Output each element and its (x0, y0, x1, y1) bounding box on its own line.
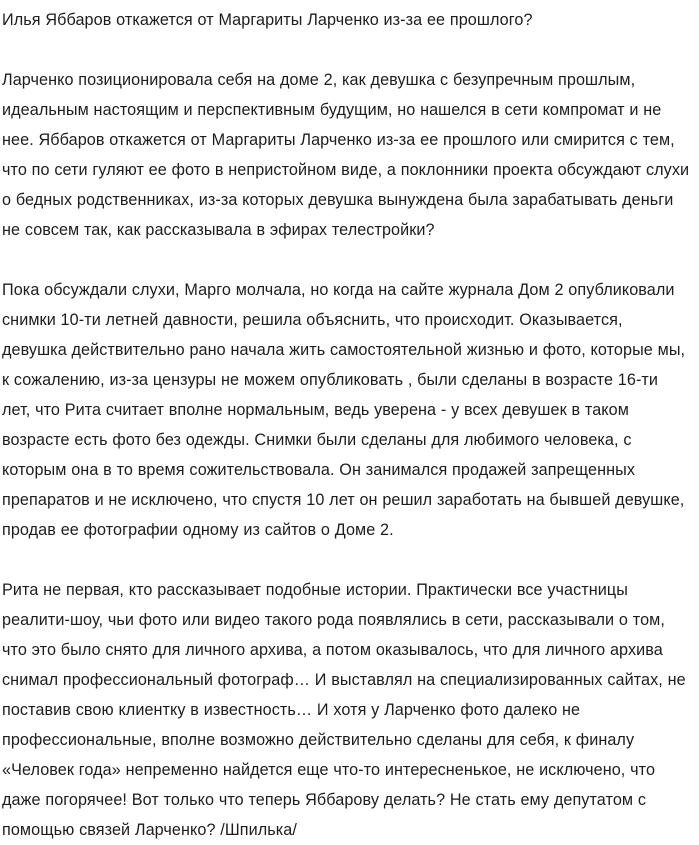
article-headline: Илья Яббаров откажется от Маргариты Ларченко из-за ее прошлого? (2, 11, 533, 29)
article-paragraph-3: Рита не первая, кто рассказывает подобные истории. Практически все участницы реалити-шоу, чьи фото или видео такого рода появлялись в сети, рассказывали о том, что это было снято для личного архива, а потом оказывалось, что для личного архива снимал профессиональный фотограф… И выставлял на специализированных сайтах, не поставив свою клиентку в известность… И хотя у Ларченко фото далеко не профессиональные, вполне возможно действительно сделаны для себя, к финалу «Человек года» непременно найдется еще что-то интересненькое, не исключено, что даже погорячее! Вот только что теперь Яббарову делать? Не стать ему депутатом с помощью связей Ларченко? /Шпилька/ (2, 581, 686, 839)
article-paragraph-1: Ларченко позиционировала себя на доме 2, как девушка с безупречным прошлым, идеальным настоящим и перспективным будущим, но нашелся в сети компромат и не нее. Яббаров откажется от Маргариты Ларченко из-за ее прошлого или смирится с тем, что по сети гуляют ее фото в непристойном виде, а поклонники проекта обсуждают слухи о бедных родственниках, из-за которых девушка вынуждена была зарабатывать деньги не совсем так, как рассказывала в эфирах телестройки? (2, 71, 690, 239)
article-paragraph-2: Пока обсуждали слухи, Марго молчала, но когда на сайте журнала Дом 2 опубликовали снимки 10-ти летней давности, решила объяснить, что происходит. Оказывается, девушка действительно рано начала жить самостоятельной жизнью и фото, которые мы, к сожалению, из-за цензуры не можем опубликовать , были сделаны в возрасте 16-ти лет, что Рита считает вполне нормальным, ведь уверена - у всех девушек в таком возрасте есть фото без одежды. Снимки были сделаны для любимого человека, с которым она в то время сожительствовала. Он занимался продажей запрещенных препаратов и не исключено, что спустя 10 лет он решил заработать на бывшей девушке, продав ее фотографии одному из сайтов о Доме 2. (2, 281, 686, 539)
